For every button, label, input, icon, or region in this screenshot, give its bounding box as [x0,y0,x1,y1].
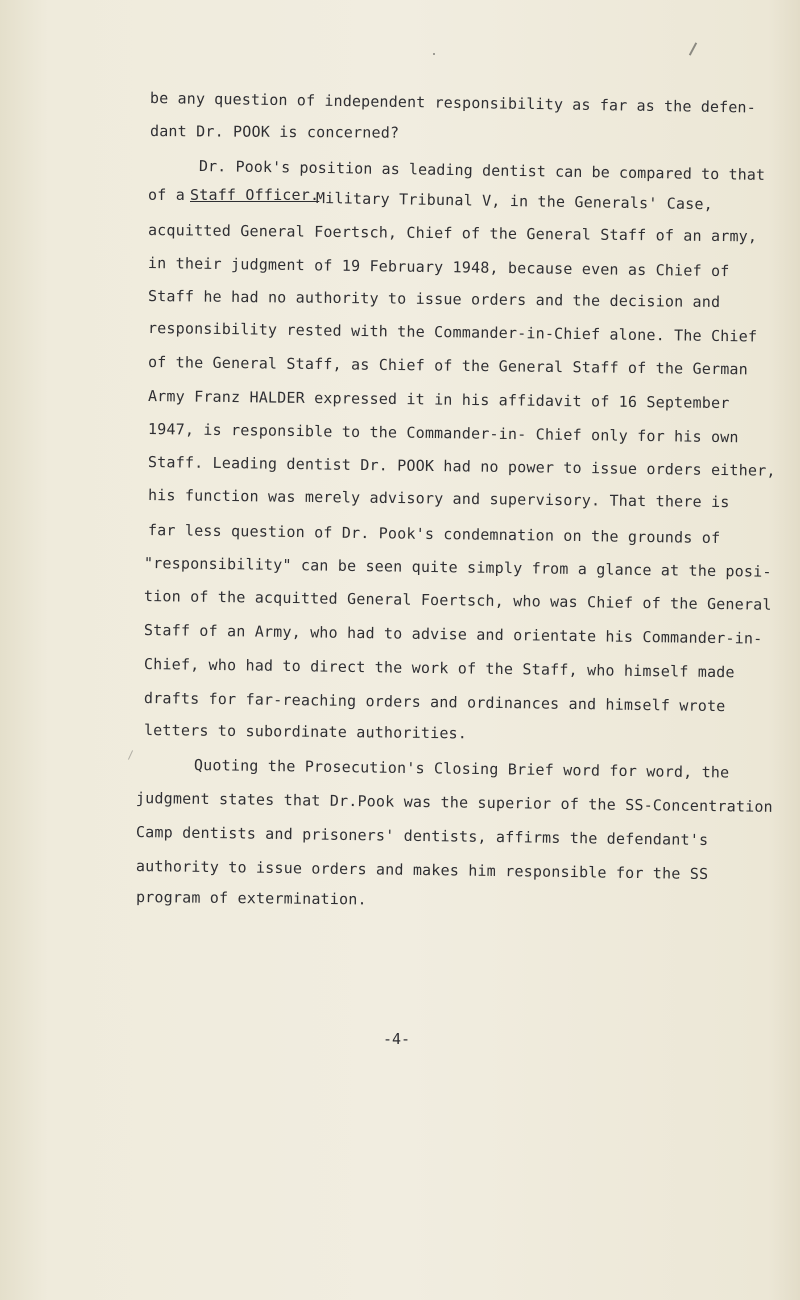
text-line: Dr. Pook's position as leading dentist can be compared to that [198,157,766,184]
text-line: acquitted General Foertsch, Chief of the General Staff of an army, [147,221,758,246]
page-number: -4- [383,1030,411,1048]
text-line: dant Dr. POOK is concerned? [149,122,400,142]
text-line: be any question of independent responsibility as far as the defen- [149,89,757,117]
text-line: Staff he had no authority to issue orders and the decision and [147,287,721,311]
text-line: drafts for far-reaching orders and ordinances and himself wrote [143,689,726,716]
text-line: Military Tribunal V, in the Generals' Case, [315,189,714,214]
text-line: authority to issue orders and makes him responsible for the SS [135,857,709,883]
text-line: responsibility rested with the Commander-in-Chief alone. The Chief [147,319,758,346]
stray-mark [128,750,133,759]
text-line: Staff of an Army, who had to advise and orientate his Commander-in- [143,621,763,648]
underlined-phrase: Staff Officer. [190,186,320,204]
text-line: letters to subordinate authorities. [143,721,468,743]
text-line: in their judgment of 19 February 1948, because even as Chief of [147,254,730,281]
text-line: program of extermination. [135,888,367,909]
text-line: tion of the acquitted General Foertsch, who was Chief of the General [143,587,772,614]
text-line: judgment states that Dr.Pook was the superior of the SS-Concentration [135,789,774,816]
text-line: Quoting the Prosecution's Closing Brief word for word, the [193,756,730,782]
stray-mark [689,42,697,55]
text-line: Camp dentists and prisoners' dentists, affirms the defendant's [135,823,709,849]
text-line: "responsibility" can be seen quite simply from a glance at the posi- [143,554,772,581]
text-line: Army Franz HALDER expressed it in his affidavit of 16 September [147,387,730,413]
text-line: Staff. Leading dentist Dr. POOK had no power to issue orders either, [147,453,776,480]
text-line: of a [148,186,185,204]
text-line: far less question of Dr. Pook's condemnation on the grounds of [147,521,721,547]
text-line: his function was merely advisory and supervisory. That there is [147,486,730,512]
text-line: Chief, who had to direct the work of the Staff, who himself made [143,655,735,682]
text-line: of the General Staff, as Chief of the General Staff of the German [147,353,749,379]
text-line: 1947, is responsible to the Commander-in- Chief only for his own [147,420,739,447]
stray-mark [433,53,435,55]
